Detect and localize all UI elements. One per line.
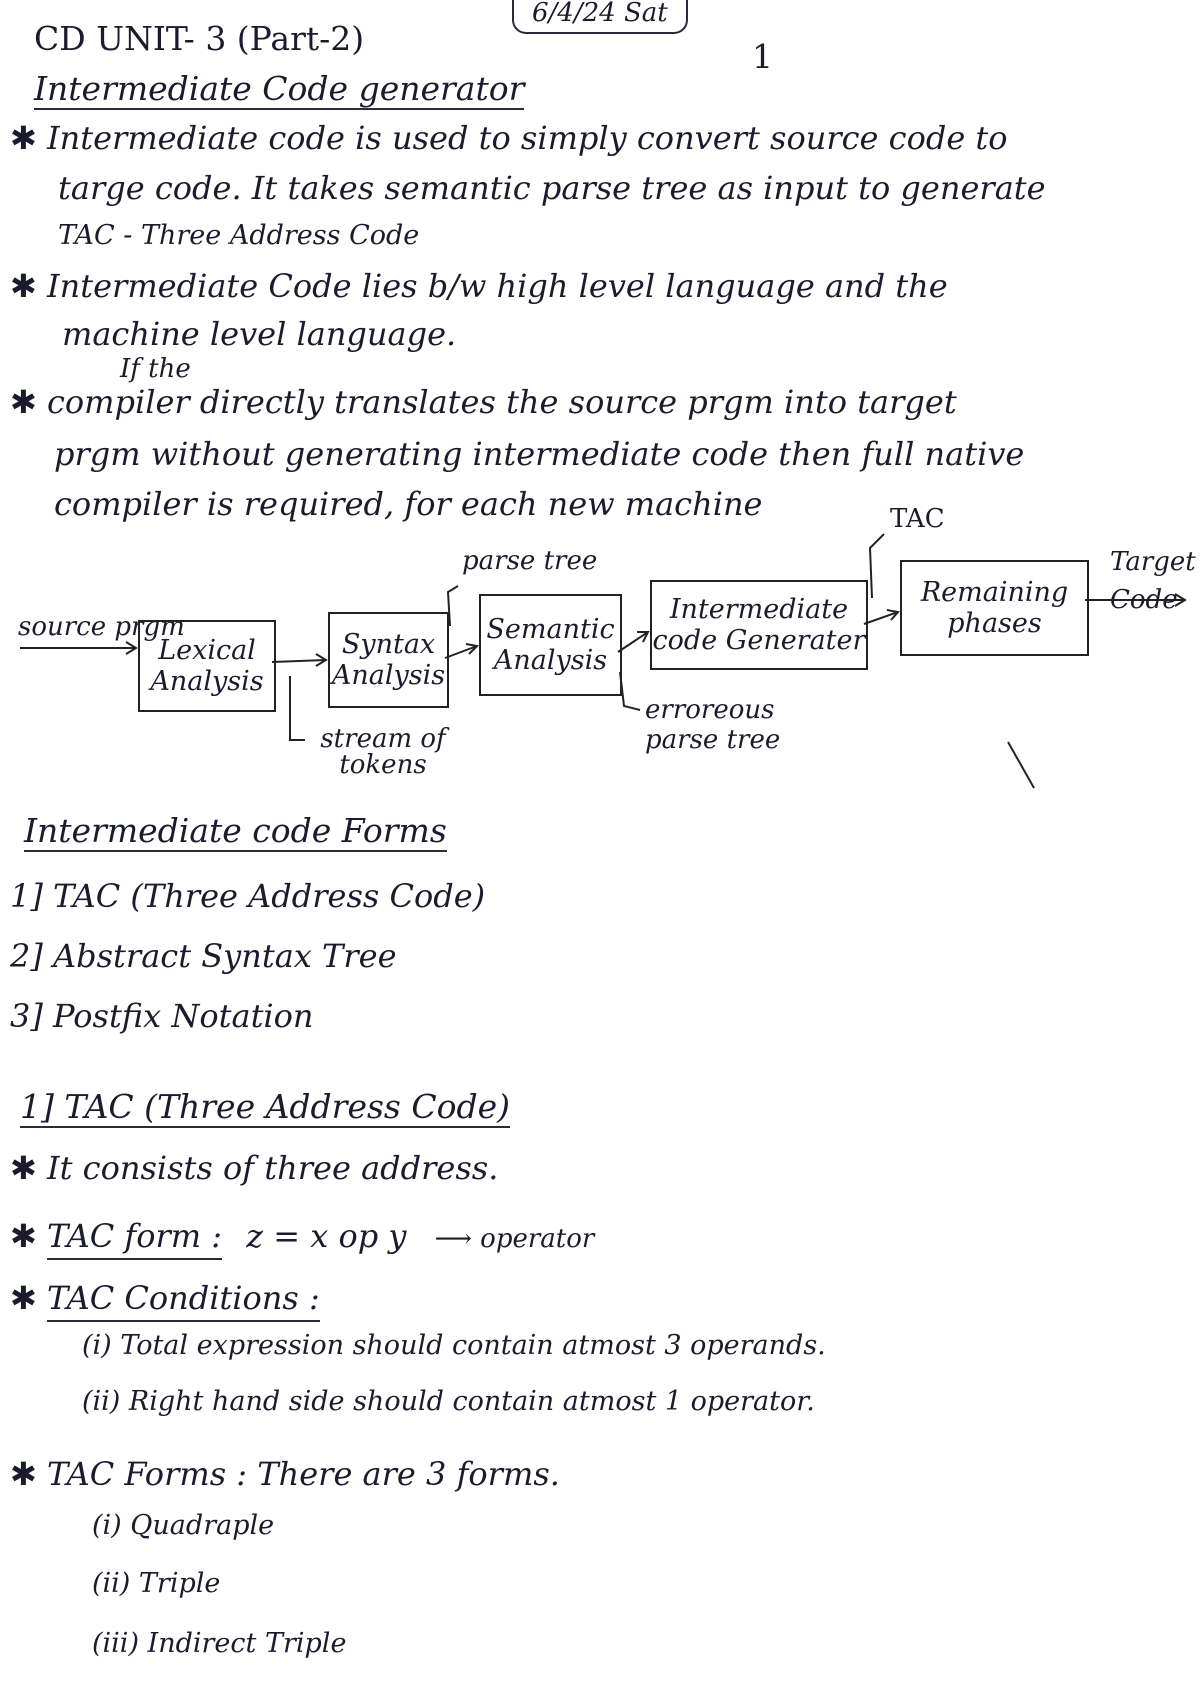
asterisk-icon: ✱ [10, 1455, 47, 1493]
form-item-3: 3] Postfix Notation [10, 997, 314, 1035]
tac-form-label: TAC form : [47, 1217, 222, 1260]
tac-condition-2: (ii) Right hand side should contain atmost 1 operator. [82, 1386, 815, 1417]
forms-title: Intermediate code Forms [24, 811, 447, 850]
bullet-1-line-3: TAC - Three Address Code [58, 220, 420, 251]
tac-annotation: TAC [890, 504, 945, 534]
unit-title: CD UNIT- 3 (Part-2) [34, 19, 365, 58]
asterisk-icon: ✱ [10, 1279, 47, 1317]
tac-title: 1] TAC (Three Address Code) [20, 1087, 510, 1126]
phase-box-semantic: Semantic Analysis [479, 594, 622, 696]
asterisk-icon: ✱ [10, 267, 47, 305]
bullet-3-line-1: ✱ compiler directly translates the source prgm into target [10, 383, 957, 421]
phase-box-lexical: Lexical Analysis [138, 620, 276, 712]
section-title: Intermediate Code generator [34, 69, 525, 108]
asterisk-icon: ✱ [10, 119, 47, 157]
bullet-2-line-2: machine level language. [62, 315, 457, 353]
phase-box-remaining: Remaining phases [900, 560, 1089, 656]
bullet-3-line-3: compiler is required, for each new machine [54, 485, 763, 523]
bullet-1-line-1: ✱ Intermediate code is used to simply convert source code to [10, 119, 1008, 157]
tac-form-expression: z = x op y [246, 1217, 407, 1255]
form-item-2: 2] Abstract Syntax Tree [10, 937, 397, 975]
bullet-1-line-2: targe code. It takes semantic parse tree as input to generate [58, 169, 1046, 207]
bullet-2-line-1: ✱ Intermediate Code lies b/w high level language and the [10, 267, 948, 305]
bullet-3-insertion: If the [120, 354, 191, 384]
form-item-1: 1] TAC (Three Address Code) [10, 877, 486, 915]
parse-tree-annotation: parse tree [462, 546, 598, 576]
operator-note: ⟶ operator [434, 1224, 595, 1254]
tac-condition-1: (i) Total expression should contain atmost 3 operands. [82, 1330, 826, 1361]
output-label: Target Code [1110, 547, 1196, 615]
erroneous-annotation: erroreous parse tree [645, 695, 781, 755]
tac-form-quadruple: (i) Quadraple [92, 1510, 275, 1541]
phase-box-intermediate: Intermediate code Generater [650, 580, 868, 670]
tac-form-triple: (ii) Triple [92, 1568, 221, 1599]
tac-conditions-title: ✱ TAC Conditions : [10, 1282, 320, 1314]
asterisk-icon: ✱ [10, 1149, 47, 1187]
date-box: 6/4/24 Sat [512, 0, 688, 34]
tac-forms-title: ✱ TAC Forms : There are 3 forms. [10, 1455, 560, 1493]
asterisk-icon: ✱ [10, 383, 47, 421]
tac-consists: ✱ It consists of three address. [10, 1149, 499, 1187]
arrow-right-icon: ⟶ [434, 1224, 481, 1254]
tac-form-indirect-triple: (iii) Indirect Triple [92, 1628, 347, 1659]
stream-annotation: stream of tokens [320, 724, 446, 780]
bullet-3-line-2: prgm without generating intermediate code then full native [54, 435, 1025, 473]
phase-box-syntax: Syntax Analysis [328, 612, 449, 708]
asterisk-icon: ✱ [10, 1217, 47, 1255]
page-number: 1 [752, 37, 773, 76]
input-label: source prgm [18, 612, 185, 642]
tac-form-line [10, 1217, 595, 1255]
